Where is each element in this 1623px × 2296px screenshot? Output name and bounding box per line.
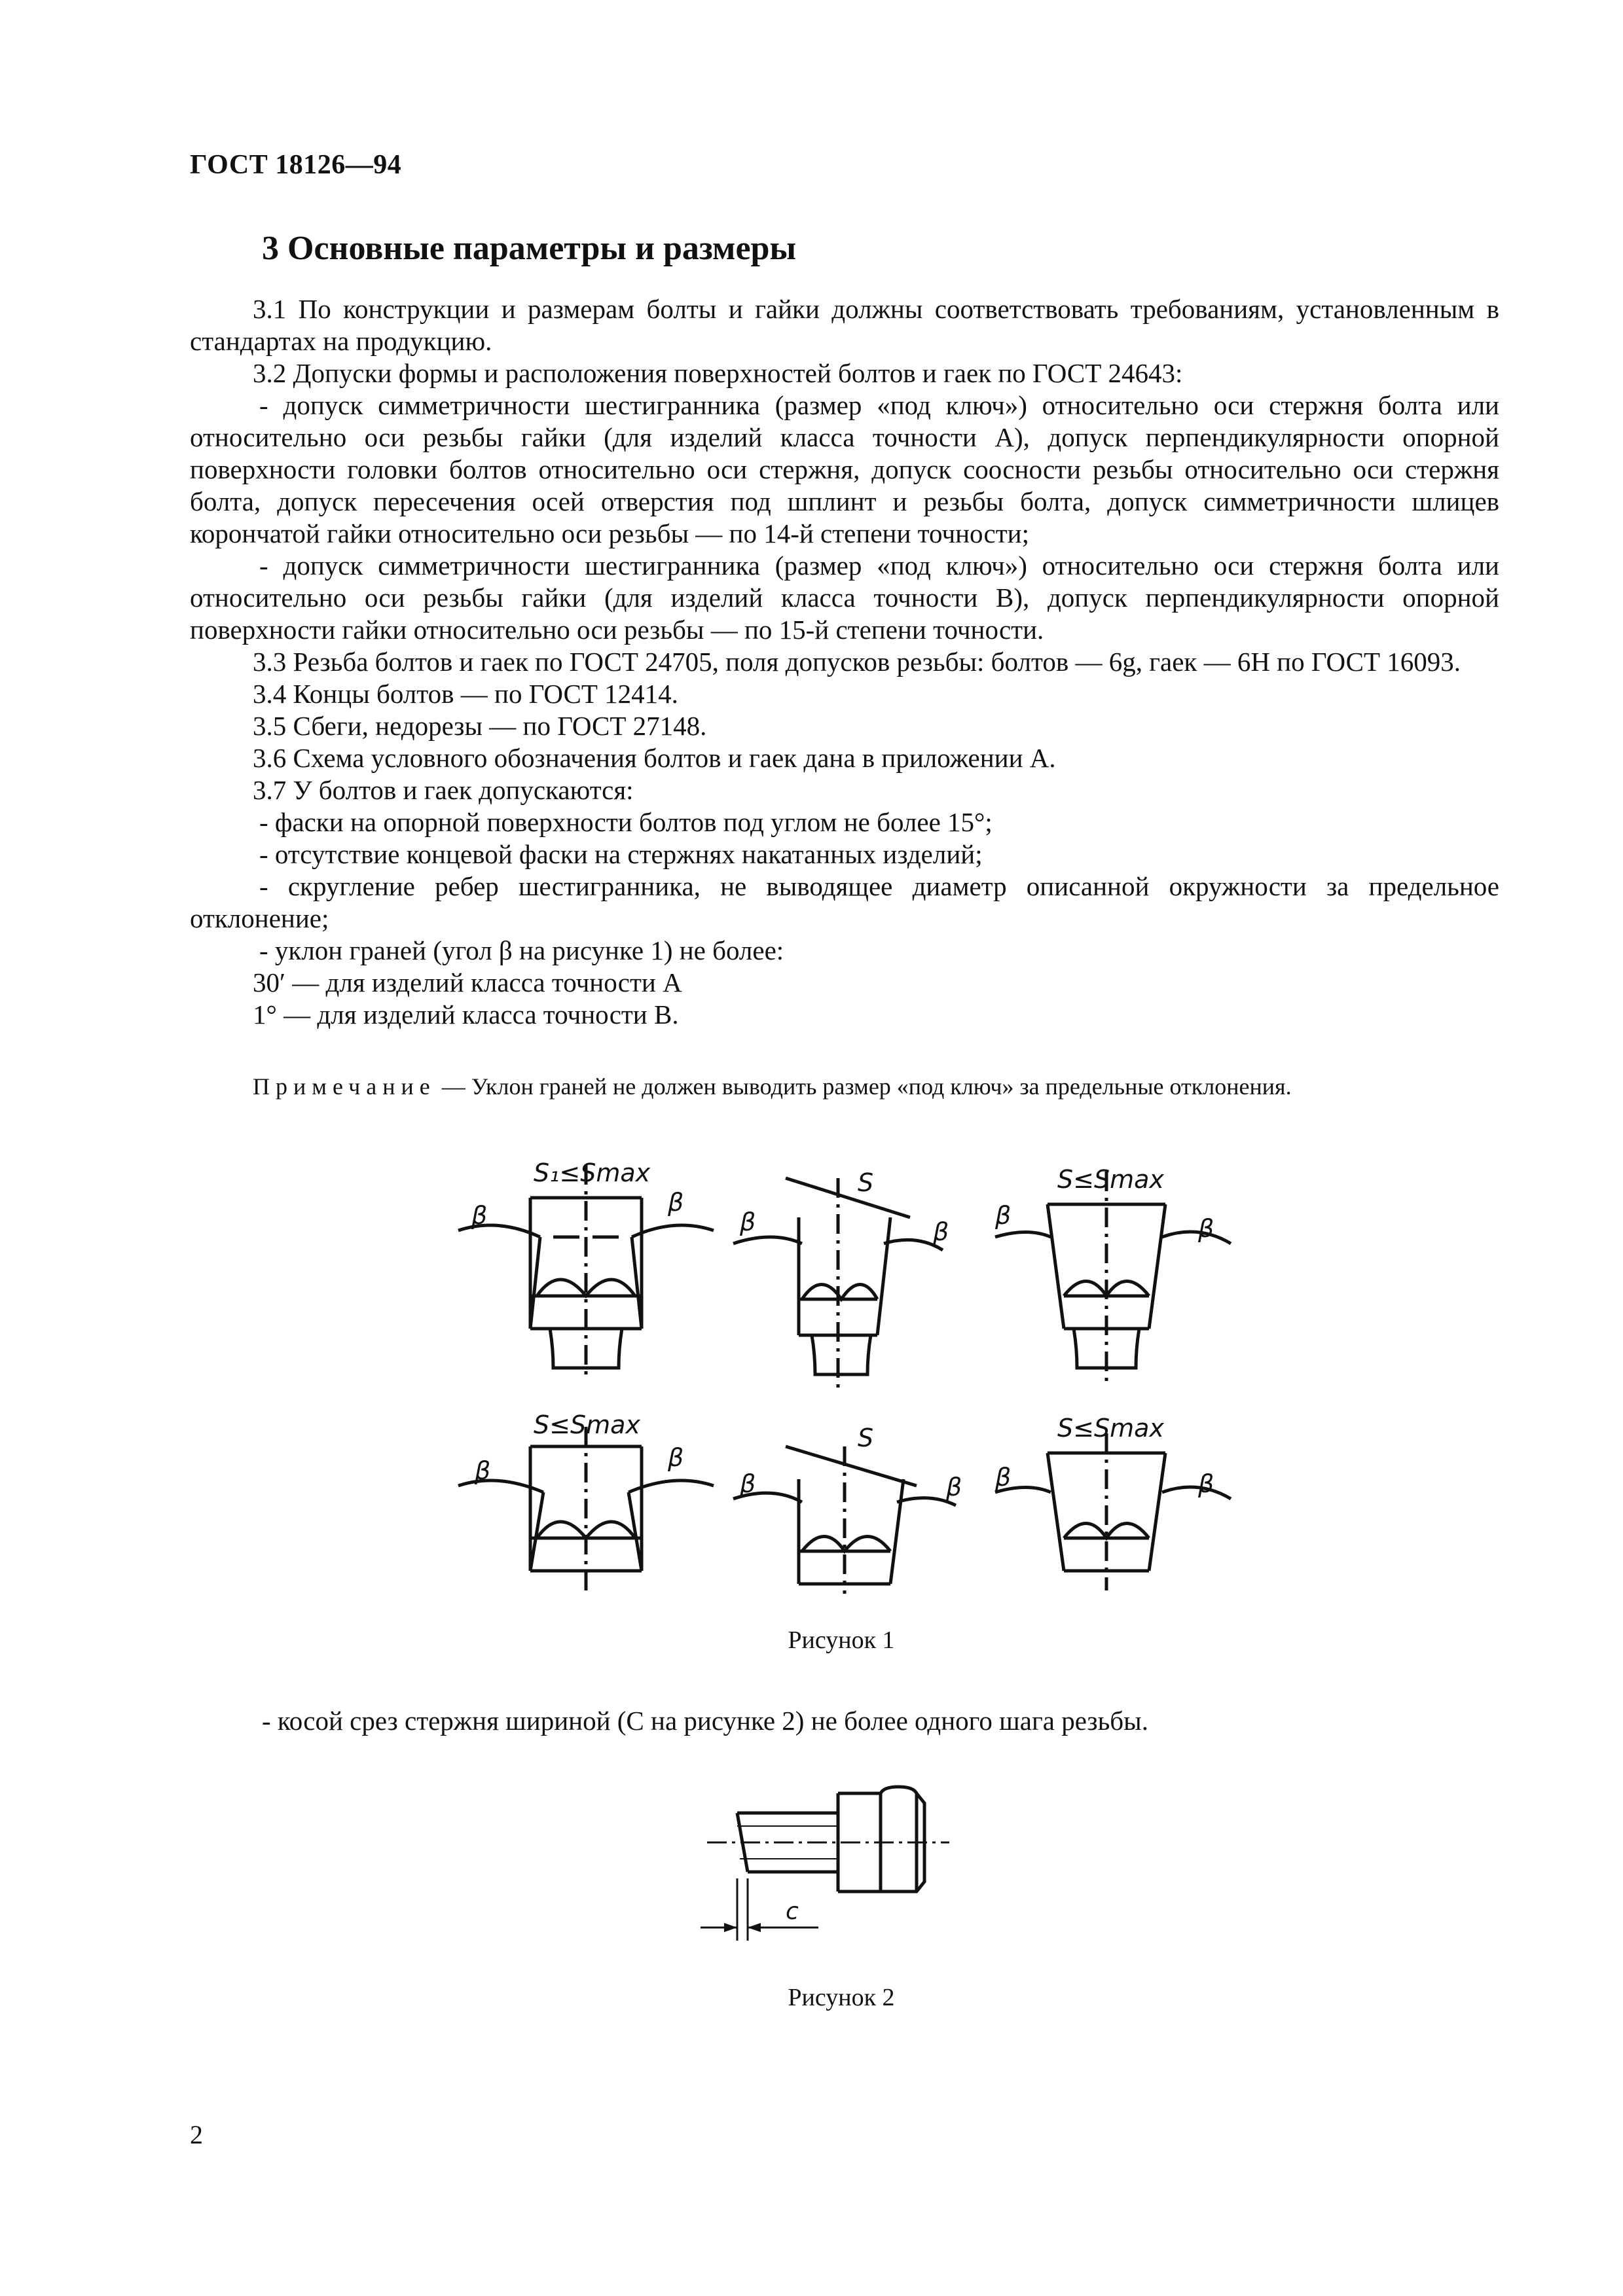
list-item-chamfer: - фаски на опорной поверхности болтов под углом не более 15°; (259, 807, 993, 837)
note-text: — Уклон граней не должен выводить размер «под ключ» за предельные отклонения. (435, 1073, 1292, 1100)
figure-2-drawing (687, 1767, 995, 1964)
list-item-end-chamfer: - отсутствие концевой фаски на стержнях накатанных изделий; (259, 839, 983, 869)
figure-1-label-beta: β (933, 1217, 949, 1246)
paragraph-3-5: 3.5 Сбеги, недорезы — по ГОСТ 27148. (253, 711, 707, 741)
paragraph-3-4: 3.4 Концы болтов — по ГОСТ 12414. (253, 679, 678, 709)
figure-1-bolt-b (733, 1178, 943, 1388)
paragraph-skew-cut: - косой срез стержня шириной (С на рисунке 2) не более одного шага резьбы. (262, 1706, 1148, 1736)
list-item-slope: - уклон граней (угол β на рисунке 1) не более: (259, 935, 784, 965)
list-item-tolerance-14: - допуск симметричности шестигранника (размер «под ключ») относительно оси стержня болта или относительно оси резьбы гайки (для изделий класса точности А), допуск перпендикулярности опорной поверхности головки болтов относительно оси стержня, допуск соосности резьбы относительно оси стержня болта, допуск пересечения осей отверстия под шплинт и резьбы болта, допуск симметричности шлицев корончатой гайки относительно оси резьбы — по 14-й степени точности; (190, 390, 1499, 548)
figure-1-label-beta: β (471, 1201, 488, 1230)
note (253, 1072, 1549, 1101)
figure-2-label-c: c (786, 1898, 799, 1925)
list-item-tolerance-15: - допуск симметричности шестигранника (размер «под ключ») относительно оси стержня болта или относительно оси резьбы гайки (для изделий класса точности В), допуск перпендикулярности опорной поверхности гайки относительно оси резьбы — по 15-й степени точности. (190, 550, 1499, 645)
figure-1-label-beta: β (995, 1463, 1012, 1492)
slope-class-b: 1° — для изделий класса точности В. (253, 999, 679, 1030)
figure-1-nut-b (733, 1446, 956, 1594)
figure-1-label-beta: β (668, 1188, 684, 1217)
figure-2-caption: Рисунок 2 (788, 1984, 895, 2011)
paragraph-3-1: 3.1 По конструкции и размерам болты и гайки должны соответствовать требованиям, установленным в стандартах на продукцию. (190, 294, 1499, 356)
slope-class-a: 30′ — для изделий класса точности А (253, 967, 682, 997)
figure-1-label-s-smax-row1: S≤Smax (1057, 1165, 1164, 1194)
section-title: 3 Основные параметры и размеры (262, 230, 797, 267)
note-label: Примечание (253, 1073, 436, 1100)
figure-1-label-s-smax-row2-b: S≤Smax (1057, 1414, 1164, 1443)
page-number: 2 (190, 2120, 203, 2149)
figure-1-caption: Рисунок 1 (788, 1626, 895, 1654)
figure-1-label-beta: β (946, 1473, 962, 1501)
figure-1-drawing (445, 1139, 1264, 1597)
figure-1-bolt-c (995, 1172, 1231, 1381)
figure-1-label-s-smax-row2-a: S≤Smax (534, 1410, 640, 1439)
figure-1-label-beta: β (668, 1443, 684, 1472)
figure-1-label-s1-smax: S₁≤Smax (534, 1158, 651, 1187)
figure-1-label-beta: β (1198, 1214, 1214, 1243)
figure-1-label-s-row2: S (858, 1424, 874, 1452)
list-item-rounding: - скругление ребер шестигранника, не выводящее диаметр описанной окружности за предельное отклонение; (190, 871, 1499, 933)
body-text (190, 293, 1499, 1031)
figure-1-label-s-row1: S (858, 1168, 874, 1197)
figure-1-label-beta: β (740, 1469, 756, 1498)
figure-1-nut-c (995, 1433, 1231, 1590)
paragraph-3-2: 3.2 Допуски формы и расположения поверхностей болтов и гаек по ГОСТ 24643: (253, 358, 1183, 388)
paragraph-3-3: 3.3 Резьба болтов и гаек по ГОСТ 24705, поля допусков резьбы: болтов — 6g, гаек — 6Н по ГОСТ 16093. (253, 647, 1461, 677)
figure-1-label-beta: β (740, 1208, 756, 1236)
paragraph-3-6: 3.6 Схема условного обозначения болтов и гаек дана в приложении А. (253, 743, 1056, 773)
document-code-header: ГОСТ 18126—94 (190, 150, 402, 180)
figure-1-label-beta: β (475, 1456, 491, 1485)
figure-1-label-beta: β (1198, 1469, 1214, 1498)
figure-1-label-beta: β (995, 1201, 1012, 1230)
paragraph-3-7: 3.7 У болтов и гаек допускаются: (253, 775, 634, 805)
